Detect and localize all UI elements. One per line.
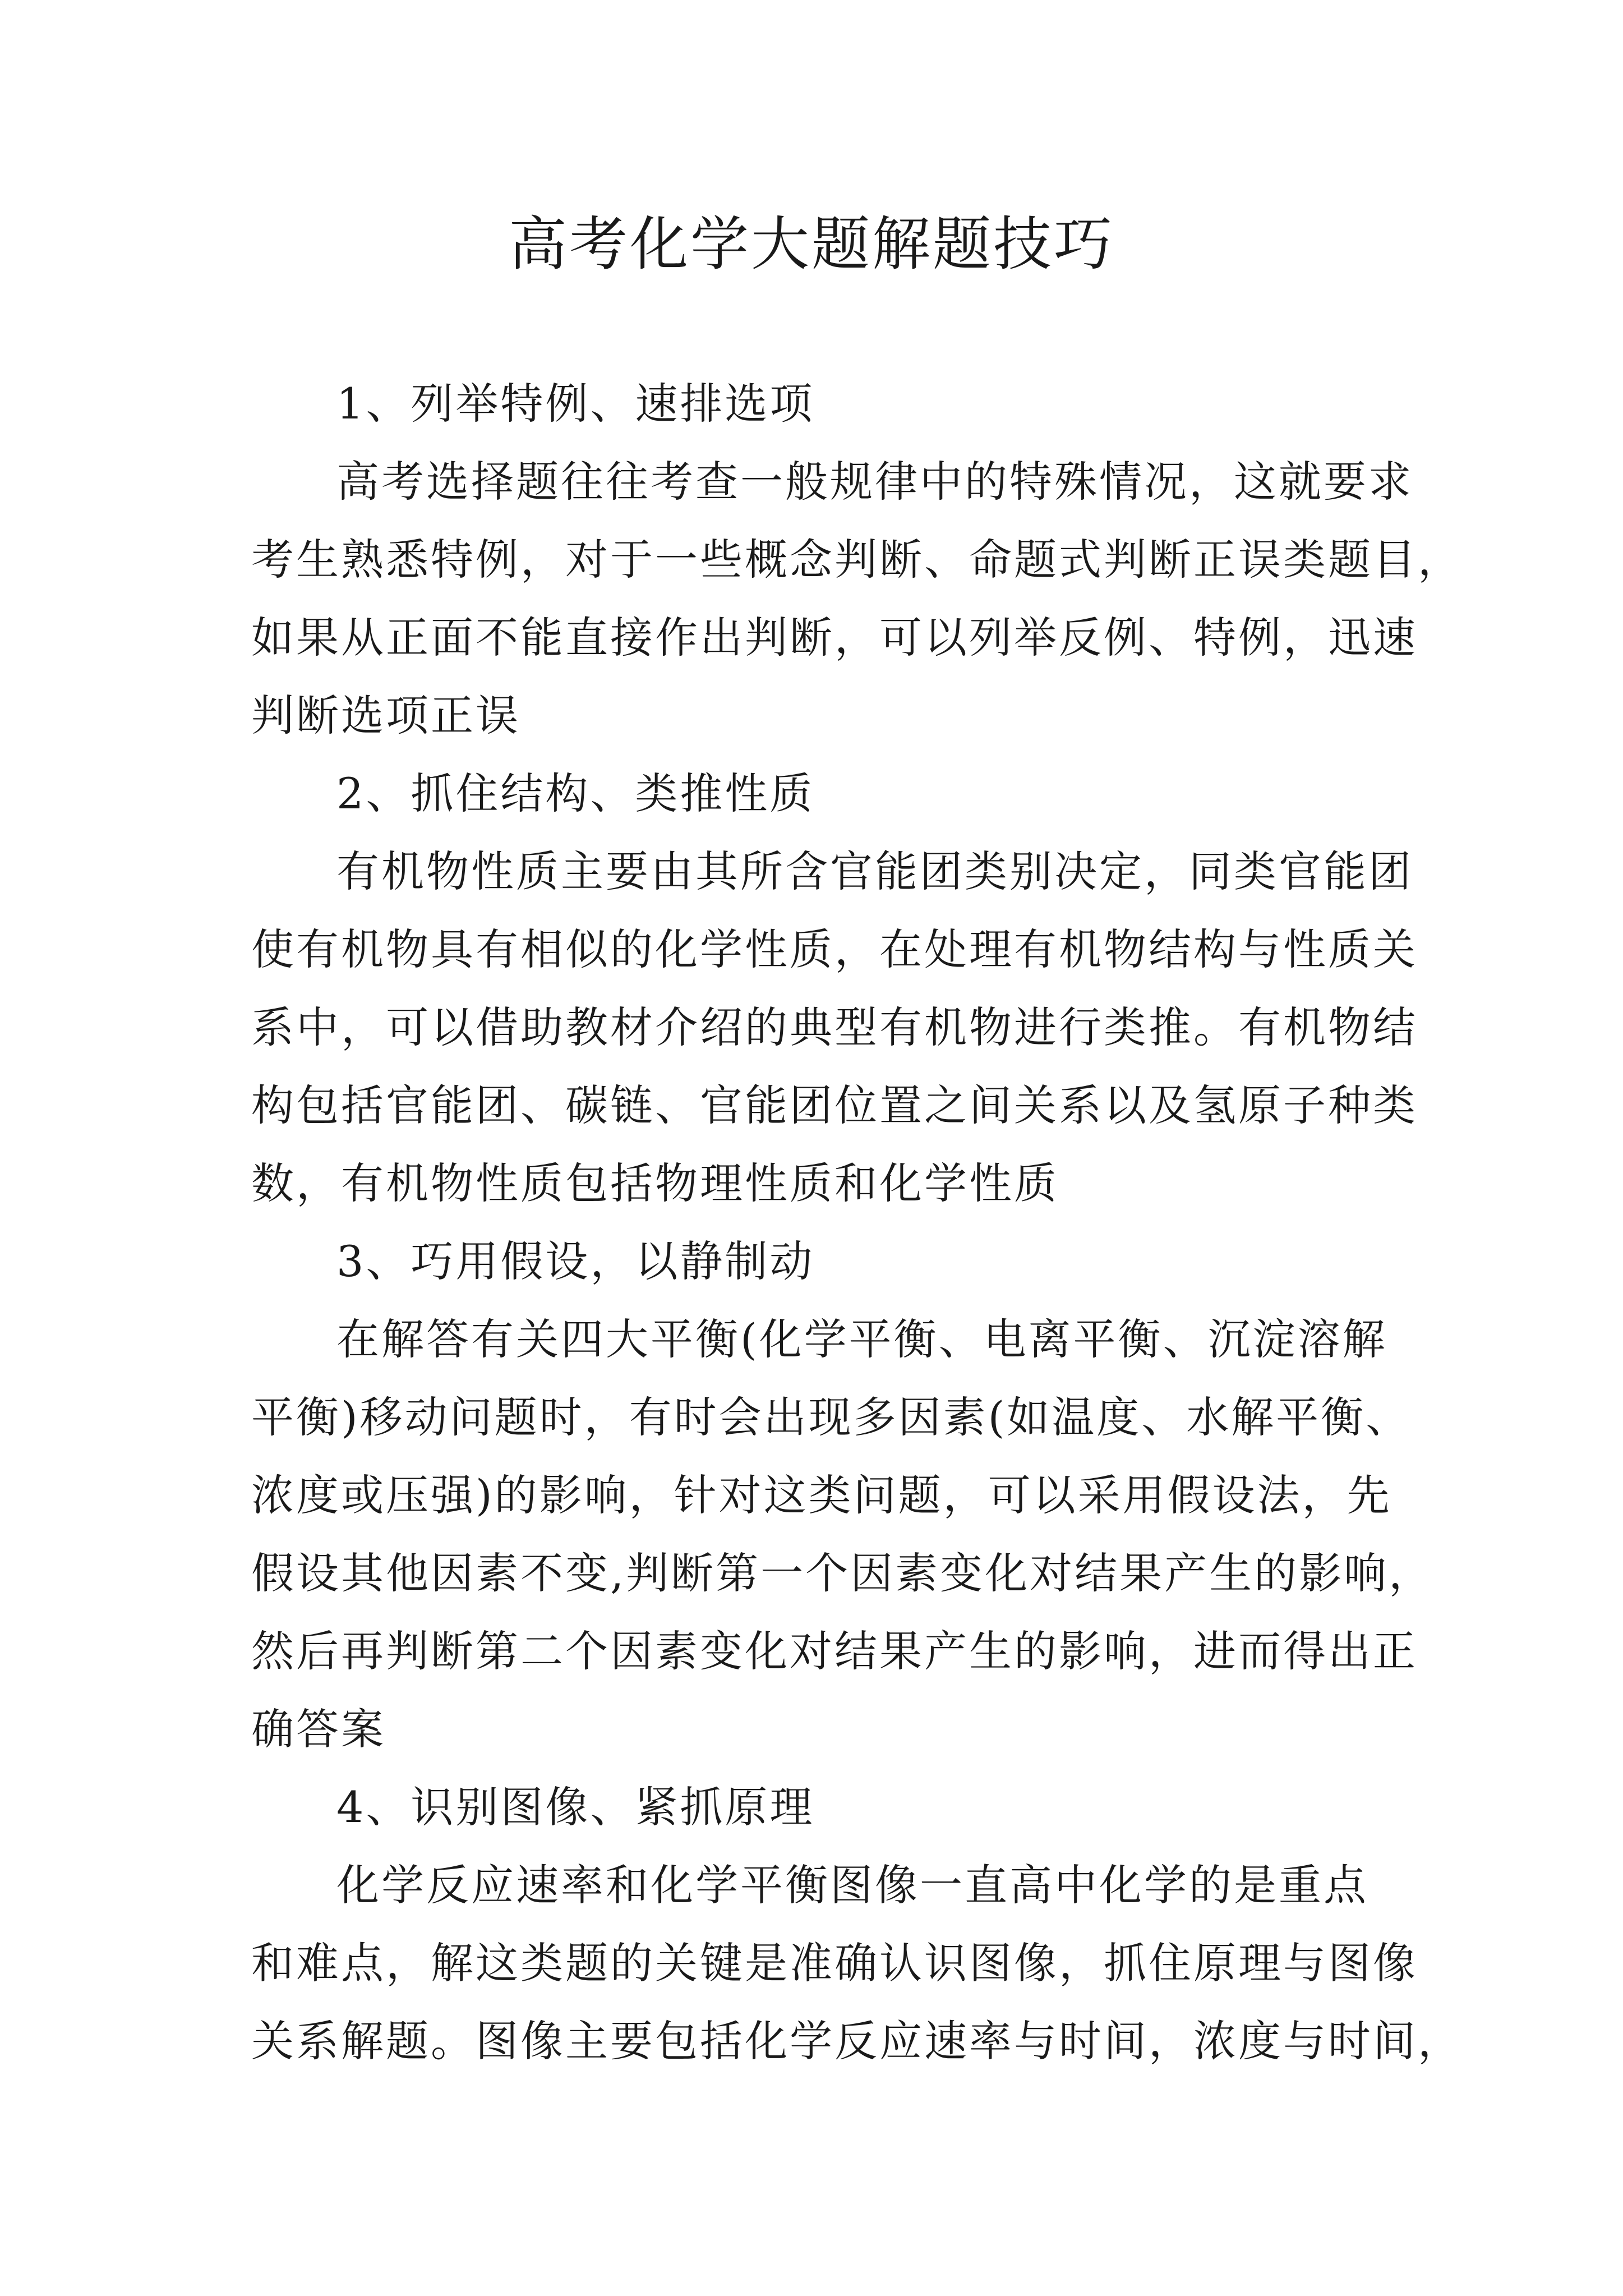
document-body xyxy=(251,365,1463,2080)
text-line: 假设其他因素不变,判断第一个因素变化对结果产生的影响， xyxy=(251,1548,1434,1598)
text-line: 4、识别图像、紧抓原理 xyxy=(336,1782,815,1832)
text-line: 3、巧用假设，以静制动 xyxy=(336,1236,815,1286)
text-line: 有机物性质主要由其所含官能团类别决定，同类官能团 xyxy=(336,846,1413,896)
text-line: 如果从正面不能直接作出判断，可以列举反例、特例，迅速 xyxy=(251,613,1418,662)
text-line: 1、列举特例、速排选项 xyxy=(336,379,815,429)
text-line: 平衡)移动问题时，有时会出现多因素(如温度、水解平衡、 xyxy=(251,1392,1411,1442)
document-title: 高考化学大题解题技巧 xyxy=(508,210,1114,278)
text-line: 在解答有关四大平衡(化学平衡、电离平衡、沉淀溶解 xyxy=(336,1314,1387,1364)
text-line: 化学反应速率和化学平衡图像一直高中化学的是重点 xyxy=(336,1860,1368,1910)
text-line: 关系解题。图像主要包括化学反应速率与时间，浓度与时间， xyxy=(251,2016,1463,2066)
text-line: 使有机物具有相似的化学性质，在处理有机物结构与性质关 xyxy=(251,924,1418,974)
text-line: 和难点，解这类题的关键是准确认识图像，抓住原理与图像 xyxy=(251,1938,1418,1988)
text-line: 构包括官能团、碳链、官能团位置之间关系以及氢原子种类 xyxy=(251,1080,1418,1130)
text-line: 高考选择题往往考查一般规律中的特殊情况，这就要求 xyxy=(336,457,1413,507)
text-line: 判断选项正误 xyxy=(251,691,520,740)
text-line: 考生熟悉特例，对于一些概念判断、命题式判断正误类题目， xyxy=(251,535,1463,585)
text-line: 系中，可以借助教材介绍的典型有机物进行类推。有机物结 xyxy=(251,1002,1418,1052)
text-line: 然后再判断第二个因素变化对结果产生的影响，进而得出正 xyxy=(251,1626,1418,1676)
text-line: 数，有机物性质包括物理性质和化学性质 xyxy=(251,1158,1059,1208)
text-line: 确答案 xyxy=(251,1704,386,1754)
text-line: 2、抓住结构、类推性质 xyxy=(336,769,815,818)
text-line: 浓度或压强)的影响，针对这类问题，可以采用假设法，先 xyxy=(251,1470,1392,1520)
